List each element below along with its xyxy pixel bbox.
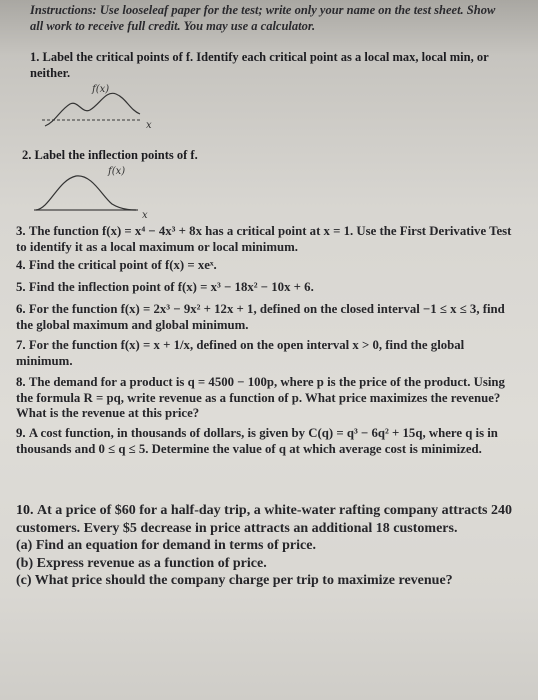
question-1 [30, 50, 530, 81]
question-number: 6. [16, 302, 26, 316]
question-text: The function f(x) = x⁴ − 4x³ + 8x has a critical point at x = 1. Use the First Derivative Test to identify it as a local maximum or local minimum. [16, 224, 512, 254]
question-text: Label the inflection points of f. [34, 148, 198, 162]
question-5 [16, 280, 516, 296]
question-number: 4. [16, 258, 26, 272]
question-number: 5. [16, 280, 26, 294]
question-10-part-c: (c) What price should the company charge per trip to maximize revenue? [16, 573, 453, 588]
question-number: 10. [16, 503, 34, 518]
question-4 [16, 258, 516, 274]
question-10-part-a: (a) Find an equation for demand in terms of price. [16, 538, 316, 553]
question-10-part-b: (b) Express revenue as a function of price. [16, 555, 267, 571]
question-text: The demand for a product is q = 4500 − 100p, where p is the price of the product. Using the formula R = pq, write revenue as a function of p. What price maximizes the revenue? What is the revenue at this price? [16, 375, 505, 420]
question-3 [16, 224, 516, 255]
curve [36, 176, 136, 210]
question-10 [16, 502, 516, 590]
curve [45, 93, 140, 126]
question-7 [16, 338, 516, 369]
x-label: x [142, 210, 148, 221]
question-number: 8. [16, 375, 26, 389]
x-label: x [146, 120, 152, 131]
question-text: For the function f(x) = 2x³ − 9x² + 12x + 1, defined on the closed interval −1 ≤ x ≤ 3, find the global maximum and global minimum. [16, 302, 505, 332]
question-9 [16, 426, 516, 457]
question-text: For the function f(x) = x + 1/x, defined on the open interval x > 0, find the global minimum. [16, 338, 465, 368]
fx-label: f(x) [92, 84, 110, 95]
question-text: Find the critical point of f(x) = xeˣ. [28, 258, 217, 272]
question-text: Label the critical points of f. Identify each critical point as a local max, local min, or neither. [30, 50, 489, 80]
question-number: 1. [30, 50, 40, 64]
graph-critical-points [40, 80, 170, 140]
question-text: A cost function, in thousands of dollars, is given by C(q) = q³ − 6q² + 15q, where q is in thousands and 0 ≤ q ≤ 5. Determine the value of q at which average cost is minimized. [16, 426, 498, 456]
question-number: 2. [22, 148, 32, 162]
question-number: 3. [16, 224, 26, 238]
question-number: 9. [16, 426, 26, 440]
graph-inflection-points [28, 160, 168, 222]
question-6 [16, 302, 516, 333]
question-number: 7. [16, 338, 26, 352]
question-text: Find the inflection point of f(x) = x³ − 18x² − 10x + 6. [28, 280, 314, 294]
instructions: Instructions: Use looseleaf paper for the test; write only your name on the test sheet. Show all work to receive full credit. You may use a calculator. [30, 3, 496, 33]
question-text: At a price of $60 for a half-day trip, a white-water rafting company attracts 240 customers. Every $5 decrease in price attracts an additional 18 customers. [16, 503, 513, 536]
fx-label: f(x) [108, 166, 126, 177]
question-8 [16, 375, 516, 422]
